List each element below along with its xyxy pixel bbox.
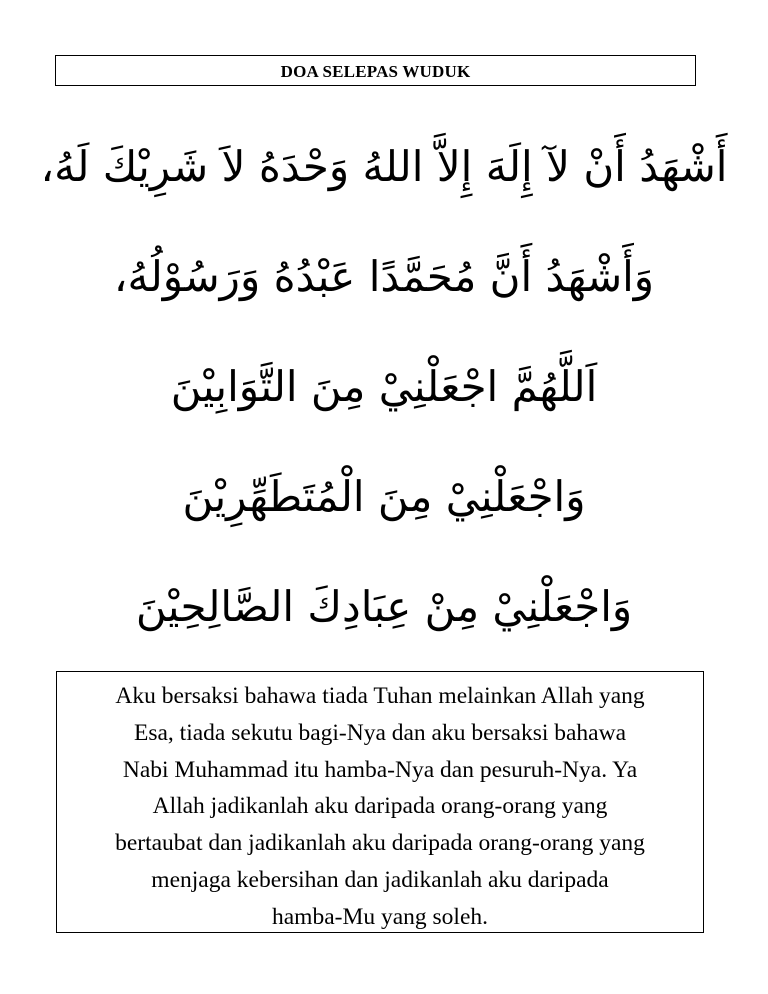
translation-line: bertaubat dan jadikanlah aku daripada orang-orang yang (115, 830, 645, 857)
arabic-line-2: وَأَشْهَدُ أَنَّ مُحَمَّدًا عَبْدُهُ وَرَسُوْلُهُ، (113, 252, 655, 301)
arabic-line-4: وَاجْعَلْنِيْ مِنَ الْمُتَطَهِّرِيْنَ (182, 472, 586, 521)
translation-line: hamba-Mu yang soleh. (271, 903, 489, 930)
arabic-line-1: أَشْهَدُ أَنْ لآ إِلَهَ إِلاَّ اللهُ وَحْدَهُ لاَ شَرِيْكَ لَهُ، (40, 142, 728, 191)
translation-line: menjaga kebersihan dan jadikanlah aku daripada (151, 866, 609, 893)
translation-line: Esa, tiada sekutu bagi-Nya dan aku bersaksi bahawa (133, 719, 627, 746)
translation-box (56, 671, 704, 933)
translation-line: Allah jadikanlah aku daripada orang-orang yang (152, 793, 608, 820)
arabic-line-3: اَللَّهُمَّ اجْعَلْنِيْ مِنَ التَّوَابِيْنَ (170, 362, 598, 411)
document-title: DOA SELEPAS WUDUK (55, 55, 696, 86)
arabic-prayer-text (40, 112, 728, 660)
arabic-line-5: وَاجْعَلْنِيْ مِنْ عِبَادِكَ الصَّالِحِيْنَ (135, 582, 633, 631)
translation-line: Nabi Muhammad itu hamba-Nya dan pesuruh-Nya. Ya (122, 756, 638, 783)
translation-line: Aku bersaksi bahawa tiada Tuhan melainkan Allah yang (115, 683, 645, 709)
